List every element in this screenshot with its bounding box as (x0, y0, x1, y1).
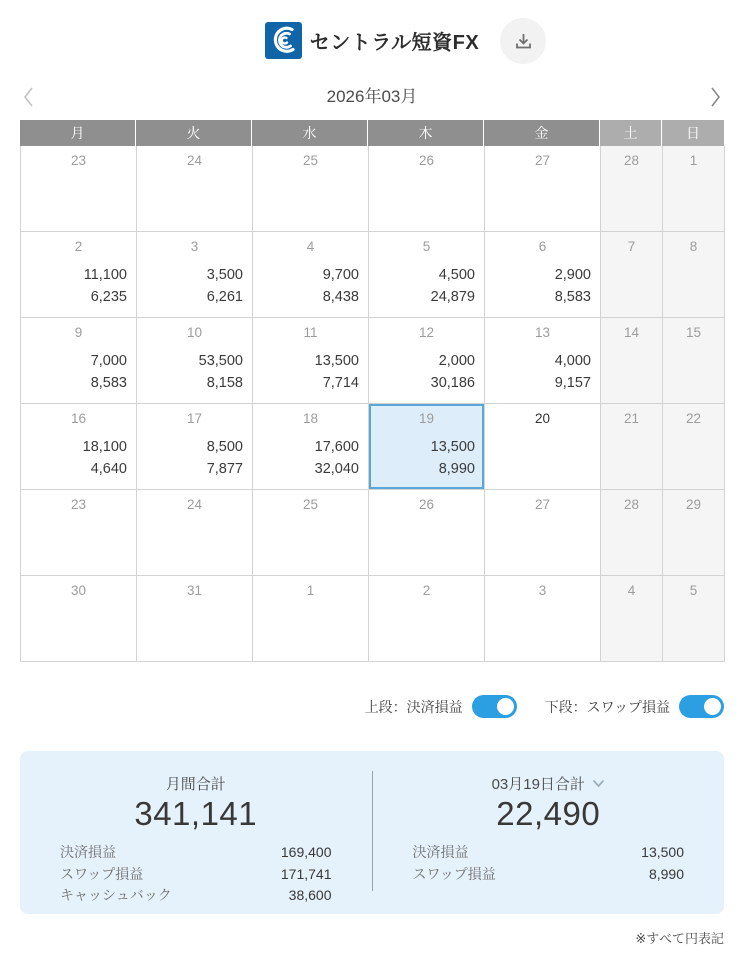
summary-row (413, 842, 685, 864)
cell-date: 12 (418, 325, 435, 340)
calendar-cell[interactable] (601, 232, 663, 318)
cell-date: 31 (186, 583, 203, 598)
cell-lower-value: 8,990 (438, 460, 475, 477)
brand-title: セントラル短資FX (309, 31, 480, 54)
calendar-cell[interactable] (663, 318, 725, 404)
cell-values (555, 351, 591, 394)
cell-values (199, 351, 243, 394)
calendar (20, 120, 724, 662)
cell-date: 23 (70, 153, 87, 168)
calendar-cell[interactable] (663, 232, 725, 318)
summary-row-label: 決済損益 (412, 844, 469, 860)
weekday-header: 日 (662, 120, 724, 146)
cell-date: 16 (70, 411, 87, 426)
summary-row (413, 864, 685, 886)
cell-values (323, 265, 359, 308)
display-toggles (20, 695, 724, 718)
monthly-summary-total: 341,141 (134, 795, 258, 832)
cell-upper-value: 2,900 (554, 267, 591, 283)
cell-upper-value: 9,700 (322, 267, 359, 283)
chevron-down-icon (592, 779, 605, 788)
cell-date: 21 (623, 411, 640, 426)
brand-wave-logo-icon (265, 22, 302, 59)
calendar-cell[interactable] (485, 576, 601, 662)
summary-row (60, 864, 332, 886)
cell-date: 24 (186, 153, 203, 168)
cell-date: 26 (418, 497, 435, 512)
weekday-header: 土 (600, 120, 662, 146)
summary-row (60, 885, 332, 907)
calendar-cell[interactable] (21, 576, 137, 662)
monthly-summary-title: 月間合計 (165, 775, 226, 793)
calendar-cell[interactable] (137, 318, 253, 404)
summary-row-value: 8,990 (648, 865, 684, 882)
calendar-cell[interactable] (253, 232, 369, 318)
calendar-cell-selected[interactable] (369, 404, 485, 490)
weekday-header: 金 (484, 120, 600, 146)
download-icon (513, 31, 534, 52)
cell-date: 5 (689, 583, 698, 598)
calendar-cell[interactable] (601, 146, 663, 232)
cell-values (207, 437, 243, 480)
cell-upper-value: 4,500 (438, 267, 475, 283)
calendar-cell[interactable] (369, 232, 485, 318)
cell-date: 23 (70, 497, 87, 512)
cell-lower-value: 32,040 (314, 460, 359, 477)
cell-lower-value: 24,879 (430, 288, 475, 305)
month-title: 2026年03月 (326, 87, 418, 106)
daily-summary (373, 772, 725, 896)
cell-values (555, 265, 591, 308)
cell-date: 3 (538, 583, 547, 598)
cell-values (431, 265, 475, 308)
summary-row-label: スワップ損益 (60, 865, 144, 882)
calendar-cell[interactable] (21, 490, 137, 576)
cell-lower-value: 4,640 (90, 460, 127, 477)
calendar-cell[interactable] (601, 490, 663, 576)
summary-row-value: 171,741 (280, 865, 332, 882)
download-button[interactable] (500, 18, 546, 64)
calendar-cell[interactable] (137, 576, 253, 662)
cell-date: 22 (685, 411, 702, 426)
daily-summary-title[interactable] (413, 772, 685, 794)
cell-lower-value: 8,583 (554, 288, 591, 305)
calendar-cell[interactable] (369, 318, 485, 404)
cell-upper-value: 11,100 (83, 267, 127, 283)
cell-date: 11 (303, 325, 318, 340)
cell-upper-value: 8,500 (206, 439, 243, 455)
cell-date: 15 (685, 325, 702, 340)
calendar-cell[interactable] (21, 318, 137, 404)
calendar-cell[interactable] (663, 490, 725, 576)
cell-date: 2 (74, 239, 83, 254)
cell-lower-value: 6,261 (206, 288, 243, 305)
calendar-cell[interactable] (253, 576, 369, 662)
cell-date: 7 (627, 239, 636, 254)
cell-lower-value: 30,186 (430, 374, 475, 391)
calendar-cell[interactable] (601, 318, 663, 404)
cell-lower-value: 7,714 (322, 374, 359, 391)
calendar-cell[interactable] (137, 146, 253, 232)
cell-date: 1 (306, 583, 315, 598)
calendar-cell[interactable] (485, 490, 601, 576)
calendar-cell[interactable] (663, 576, 725, 662)
cell-values (431, 437, 475, 480)
calendar-cell[interactable] (369, 576, 485, 662)
cell-date: 25 (302, 153, 319, 168)
cell-values (91, 351, 127, 394)
calendar-cell[interactable] (663, 404, 725, 490)
cell-date: 20 (534, 411, 551, 426)
cell-date: 24 (186, 497, 203, 512)
cell-values (207, 265, 243, 308)
toggle-knob (704, 698, 721, 715)
weekday-header: 水 (252, 120, 368, 146)
calendar-cell[interactable] (601, 576, 663, 662)
cell-date: 17 (186, 411, 203, 426)
weekday-header-row (20, 120, 724, 146)
cell-date: 3 (190, 239, 199, 254)
month-navigation (20, 80, 724, 114)
summary-row-value: 38,600 (288, 887, 332, 903)
cell-date: 18 (302, 411, 319, 426)
cell-date: 26 (418, 153, 435, 168)
summary-row-label: 決済損益 (60, 844, 116, 860)
calendar-cell[interactable] (137, 490, 253, 576)
weekday-header: 火 (136, 120, 252, 146)
cell-date: 19 (418, 411, 435, 426)
cell-lower-value: 8,158 (206, 374, 243, 391)
calendar-cell[interactable] (137, 404, 253, 490)
calendar-cell[interactable] (369, 146, 485, 232)
calendar-cell[interactable] (485, 404, 601, 490)
lower-row-toggle-group (545, 695, 724, 718)
calendar-cell[interactable] (485, 232, 601, 318)
cell-date: 6 (538, 239, 547, 254)
cell-upper-value: 53,500 (198, 353, 243, 369)
summary-row (60, 842, 332, 864)
calendar-cell[interactable] (485, 146, 601, 232)
upper-row-toggle-group (365, 695, 517, 718)
summary-row-label: スワップ損益 (412, 865, 496, 882)
cell-date: 28 (623, 153, 640, 168)
currency-note: ※すべて円表記 (635, 931, 724, 946)
cell-date: 28 (623, 497, 640, 512)
calendar-cell[interactable] (485, 318, 601, 404)
next-month-button[interactable] (707, 83, 724, 111)
daily-summary-title-text: 03月19日合計 (491, 775, 585, 793)
cell-date: 27 (534, 497, 551, 512)
cell-upper-value: 13,500 (314, 353, 359, 369)
calendar-cell[interactable] (21, 404, 137, 490)
cell-date: 8 (689, 239, 698, 254)
cell-values (84, 265, 127, 308)
cell-date: 27 (534, 153, 551, 168)
app-header (0, 0, 744, 80)
summary-panel (20, 751, 724, 914)
weekday-header: 月 (20, 120, 136, 146)
cell-lower-value: 9,157 (554, 374, 591, 391)
calendar-cell[interactable] (253, 146, 369, 232)
monthly-summary (20, 772, 372, 903)
cell-upper-value: 3,500 (206, 267, 243, 283)
cell-values (315, 351, 359, 394)
cell-date: 30 (70, 583, 87, 598)
cell-upper-value: 7,000 (90, 353, 127, 369)
calendar-cell[interactable] (601, 404, 663, 490)
cell-date: 29 (685, 497, 702, 512)
summary-row-value: 169,400 (280, 844, 332, 860)
cell-upper-value: 18,100 (82, 439, 127, 455)
cell-date: 25 (302, 497, 319, 512)
cell-date: 9 (74, 325, 83, 340)
calendar-cell[interactable] (21, 146, 137, 232)
lower-row-toggle[interactable] (679, 695, 724, 718)
calendar-cell[interactable] (21, 232, 137, 318)
cell-date: 10 (186, 325, 203, 340)
calendar-cell[interactable] (253, 318, 369, 404)
chevron-right-icon (709, 85, 722, 109)
cell-values (315, 437, 359, 480)
daily-summary-total: 22,490 (496, 795, 601, 832)
upper-row-toggle[interactable] (472, 695, 517, 718)
calendar-cell[interactable] (137, 232, 253, 318)
cell-date: 1 (689, 153, 698, 168)
cell-values (83, 437, 127, 480)
cell-date: 2 (422, 583, 431, 598)
cell-upper-value: 17,600 (314, 439, 359, 455)
cell-lower-value: 8,583 (90, 374, 127, 391)
toggle-knob (497, 698, 514, 715)
calendar-cell[interactable] (663, 146, 725, 232)
cell-date: 4 (627, 583, 636, 598)
calendar-cell[interactable] (253, 404, 369, 490)
cell-date: 13 (534, 325, 551, 340)
cell-lower-value: 6,235 (90, 288, 127, 305)
cell-date: 14 (623, 325, 640, 340)
lower-row-toggle-label: 下段：スワップ損益 (544, 698, 670, 715)
summary-row-label: キャッシュバック (60, 887, 172, 903)
summary-row-value: 13,500 (641, 844, 684, 860)
cell-date: 5 (422, 239, 431, 254)
calendar-cell[interactable] (369, 490, 485, 576)
brand-logo (265, 22, 479, 59)
cell-upper-value: 4,000 (554, 353, 591, 369)
cell-date: 4 (306, 239, 315, 254)
cell-upper-value: 13,500 (430, 439, 475, 455)
cell-upper-value: 2,000 (438, 353, 475, 369)
cell-values (431, 351, 475, 394)
calendar-cell[interactable] (253, 490, 369, 576)
upper-row-toggle-label: 上段：決済損益 (364, 698, 463, 715)
cell-lower-value: 8,438 (322, 288, 359, 305)
calendar-grid (20, 146, 724, 662)
weekday-header: 木 (368, 120, 484, 146)
cell-lower-value: 7,877 (206, 460, 243, 477)
